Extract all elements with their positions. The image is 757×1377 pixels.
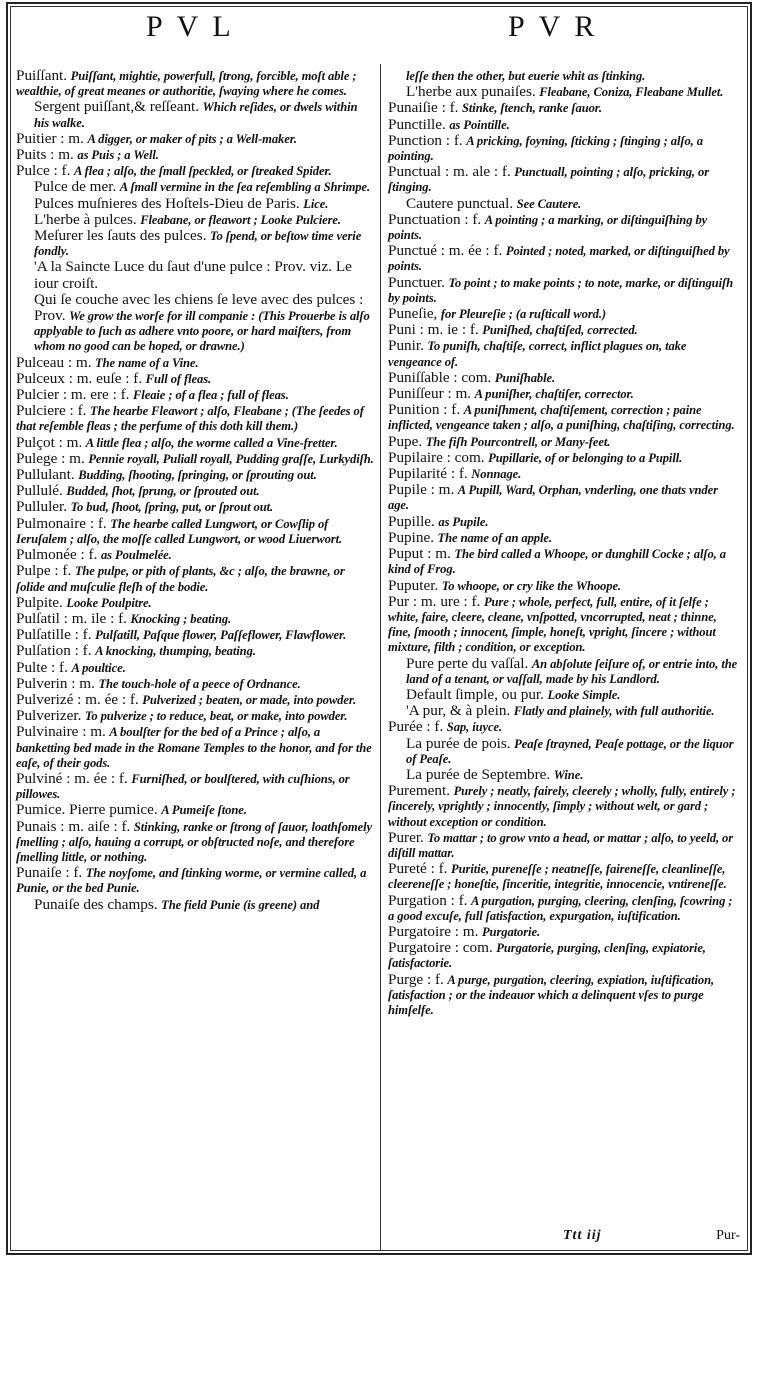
- dictionary-entry: [16, 819, 374, 866]
- dictionary-entry: [16, 802, 374, 818]
- headword: Purgatoire : m.: [388, 922, 479, 940]
- headword: Punctuation : f.: [388, 210, 482, 228]
- definition: A flea ; alſo, the ſmall ſpeckled, or ſtreaked Spider.: [73, 164, 332, 179]
- definition: Flatly and plainely, with full authoritie.: [513, 704, 715, 719]
- headword: Punition : f.: [388, 401, 461, 419]
- definition: To whoope, or cry like the Whoope.: [441, 578, 621, 593]
- definition: A knocking, thumping, beating.: [95, 644, 256, 659]
- definition: To bud, ſhoot, ſpring, put, or ſprout out.: [70, 500, 274, 515]
- dictionary-entry: [388, 434, 740, 450]
- headword: Pupilaire : com.: [388, 448, 485, 466]
- definition: The fiſh Pourcontrell, or Many-feet.: [425, 434, 611, 449]
- definition: To ſpend, or beſtow time verie fondly.: [34, 229, 362, 259]
- definition: A puniſhment, chaſtiſement, correction ; paine inflicted, vengeance taken ; alſo, a puniſhing, chaſtiſing, correcting.: [388, 403, 735, 433]
- dictionary-entry: [16, 68, 374, 99]
- dictionary-entry: [388, 386, 740, 402]
- dictionary-entry: [16, 643, 374, 659]
- dictionary-entry: [16, 595, 374, 611]
- definition: A digger, or maker of pits ; a Well-maker.: [87, 131, 297, 146]
- definition: A little flea ; alſo, the worme called a Vine-fretter.: [85, 435, 338, 450]
- definition: leſſe then the other, but euerie whit as ſtinking.: [406, 69, 646, 83]
- definition: Looke Simple.: [547, 687, 621, 702]
- dictionary-entry: [388, 402, 740, 433]
- dictionary-entry: [388, 546, 740, 577]
- headword: Purer.: [388, 828, 424, 846]
- headword: Puput : m.: [388, 545, 451, 563]
- dictionary-entry: [16, 196, 374, 212]
- headword: Pulce : f.: [16, 162, 71, 180]
- dictionary-entry: [16, 516, 374, 547]
- dictionary-entry: [388, 100, 740, 116]
- page-header: [8, 4, 750, 64]
- dictionary-entry: [388, 514, 740, 530]
- running-head-left: PVL: [146, 10, 245, 43]
- dictionary-entry: [16, 99, 374, 130]
- definition: To mattar ; to grow vnto a head, or mattar ; alſo, to yeeld, or diſtill mattar.: [388, 830, 734, 860]
- definition: Pennie royall, Puliall royall, Pudding graſſe, Lurkydiſh.: [88, 451, 374, 466]
- dictionary-entry: [388, 940, 740, 971]
- headword: Pupine.: [388, 528, 434, 546]
- headword: Pulte : f.: [16, 658, 68, 676]
- dictionary-entry: [388, 482, 740, 513]
- dictionary-page: [6, 2, 752, 1255]
- dictionary-entry: [16, 259, 374, 291]
- headword: Pulmonée : f.: [16, 546, 98, 564]
- definition: as Pupile.: [438, 514, 489, 529]
- definition: A pricking, foyning, ſticking ; ſtinging ; alſo, a pointing.: [388, 133, 703, 164]
- dictionary-entry: [16, 435, 374, 451]
- headword: Pulege : m.: [16, 449, 85, 467]
- dictionary-entry: [16, 499, 374, 515]
- definition: Nonnage.: [471, 467, 522, 482]
- headword: Pumice. Pierre pumice.: [16, 801, 158, 819]
- headword: Pulpite.: [16, 593, 63, 611]
- definition: To puniſh, chaſtiſe, correct, inflict plagues on, take vengeance of.: [388, 339, 687, 369]
- definition: Looke Poulpitre.: [66, 595, 152, 610]
- definition: as Pointille.: [449, 117, 510, 132]
- definition: A ſmall vermine in the ſea reſembling a Shrimpe.: [119, 180, 371, 195]
- definition: Stinking, ranke or ſtrong of ſauor, loathſomely ſmelling ; alſo, hauing a corrupt, or obſtructed noſe, and therefore ſmelling little, or nothing.: [16, 819, 372, 864]
- headword: L'herbe à pulces.: [34, 210, 137, 228]
- headword: Default ſimple, ou pur.: [406, 685, 544, 703]
- dictionary-entry: [388, 466, 740, 482]
- headword: Pulceau : m.: [16, 353, 92, 371]
- dictionary-entry: [388, 275, 740, 306]
- definition: To pulverize ; to reduce, beat, or make, into powder.: [84, 709, 348, 724]
- headword: Purge : f.: [388, 970, 444, 988]
- headword: Pulceux : m. euſe : f.: [16, 369, 143, 387]
- headword: Qui ſe couche avec les chiens ſe leve avec des pulces : Prov.: [34, 290, 364, 325]
- dictionary-entry: [16, 212, 374, 228]
- dictionary-entry: [16, 228, 374, 259]
- dictionary-entry: [388, 687, 740, 703]
- definition: Pointed ; noted, marked, or diſtinguiſhed by points.: [388, 244, 730, 274]
- definition: Knocking ; beating.: [130, 611, 232, 626]
- headword: Pureté : f.: [388, 860, 448, 878]
- dictionary-entry: [16, 563, 374, 594]
- definition: The hearbe called Lungwort, or Cowſlip of Ieruſalem ; alſo, the moſſe called Lungwort, or wood Liuerwort.: [16, 516, 343, 546]
- dictionary-entry: [388, 530, 740, 546]
- definition: Puritie, pureneſſe ; neatneſſe, faireneſſe, cleanlineſſe, cleereneſſe ; honeſtie, ſinceritie, integritie, innocencie, vntireneſſe.: [388, 862, 727, 892]
- dictionary-entry: [388, 370, 740, 386]
- definition: Puiſſant, mightie, powerfull, ſtrong, forcible, moſt able ; wealthie, of great meanes or authoritie, ſwaying where he comes.: [16, 69, 357, 99]
- headword: Cautere punctual.: [406, 194, 514, 212]
- dictionary-entry: [16, 897, 374, 913]
- dictionary-entry: [388, 972, 740, 1019]
- dictionary-entry: [388, 861, 740, 892]
- headword: Pulpe : f.: [16, 562, 72, 580]
- catchword: Pur-: [716, 1228, 740, 1243]
- dictionary-entry: [388, 133, 740, 164]
- dictionary-entry: [16, 547, 374, 563]
- dictionary-entry: [388, 450, 740, 466]
- headword: Pupe.: [388, 432, 423, 450]
- dictionary-entry: [16, 771, 374, 802]
- headword: Pulluler.: [16, 498, 68, 516]
- headword: Purement.: [388, 782, 451, 800]
- dictionary-entry: [16, 355, 374, 371]
- dictionary-entry: [16, 131, 374, 147]
- headword: Punaiſie : f.: [388, 99, 459, 117]
- headword: Puni : m. ie : f.: [388, 321, 479, 339]
- headword: L'herbe aux punaiſes.: [406, 83, 536, 101]
- headword: Punctuer.: [388, 273, 445, 291]
- dictionary-entry: [388, 656, 740, 687]
- definition: The hearbe Fleawort ; alſo, Fleabane ; (The ſeedes of that reſemble fleas ; the perfume of this doth kill them.): [16, 404, 364, 434]
- definition: A puniſher, chaſtiſer, corrector.: [474, 387, 634, 402]
- column-divider: [380, 64, 381, 1250]
- right-column: [388, 68, 740, 1018]
- headword: Puneſie,: [388, 305, 438, 323]
- definition: A purgation, purging, cleering, clenſing, ſcowring ; a good excuſe, full ſatisfaction, expurgation, iuſtification.: [388, 893, 733, 923]
- definition: A pointing ; a marking, or diſtinguiſhing by points.: [388, 212, 708, 243]
- definition: Wine.: [553, 767, 584, 782]
- definition: as Puis ; a Well.: [77, 148, 159, 163]
- headword: Pulce de mer.: [34, 178, 117, 196]
- definition: Pure ; whole, perfect, full, entire, of it ſelfe ; white, faire, cleere, cleane, vnſpotted, vncorrupted, neat ; thinne, fine, ſmooth ; innocent, ſimple, honeſt, vpright, ſincere ; without mixture, filth ; condition, or exception.: [388, 594, 717, 655]
- headword: Pulſatil : m. ile : f.: [16, 609, 127, 627]
- dictionary-entry: [16, 676, 374, 692]
- dictionary-entry: [388, 783, 740, 830]
- headword: Puniſſable : com.: [388, 368, 492, 386]
- dictionary-entry: [16, 865, 374, 896]
- headword: Punaiſe : f.: [16, 864, 83, 882]
- dictionary-entry: [16, 467, 374, 483]
- definition: Pulſatill, Paſque flower, Paſſeflower, Flawflower.: [95, 628, 347, 643]
- headword: Pulverizé : m. ée : f.: [16, 690, 139, 708]
- headword: Punais : m. aiſe : f.: [16, 817, 131, 835]
- headword: Pullulant.: [16, 466, 75, 484]
- dictionary-entry: [16, 179, 374, 195]
- definition: We grow the worſe for ill companie : (This Prouerbe is alſo applyable to ſuch as adhere vnto poore, or hard maiſters, from whom no good can be hoped, or drawne.): [34, 309, 370, 354]
- dictionary-entry: [16, 724, 374, 771]
- definition: The touch-hole of a peece of Ordnance.: [98, 676, 301, 691]
- definition: To point ; to make points ; to note, marke, or diſtinguiſh by points.: [388, 275, 733, 305]
- definition: Fleabane, or fleawort ; Looke Pulciere.: [140, 212, 341, 227]
- headword: Puniſſeur : m.: [388, 385, 472, 403]
- definition: for Pleureſie ; (a ruſticall word.): [440, 307, 607, 322]
- headword: Pupille.: [388, 512, 435, 530]
- headword: Puitier : m.: [16, 129, 84, 147]
- definition: The pulpe, or pith of plants, &c ; alſo, the brawne, or ſolide and muſculie fleſh of the bodie.: [16, 564, 345, 594]
- dictionary-entry: [16, 692, 374, 708]
- headword: Pulverizer.: [16, 707, 82, 725]
- definition: A purge, purgation, cleering, expiation, iuſtification, ſatisfaction ; or the indeauor which a delinquent vſes to purge himſelfe.: [388, 972, 715, 1017]
- headword: La purée de pois.: [406, 734, 511, 752]
- dictionary-entry: [388, 306, 740, 322]
- definition: A poultice.: [71, 660, 126, 675]
- headword: Punctual : m. ale : f.: [388, 163, 511, 181]
- dictionary-entry: [388, 196, 740, 212]
- headword: Pulces muſnieres des Hoſtels-Dieu de Paris.: [34, 194, 300, 212]
- dictionary-entry: [388, 578, 740, 594]
- definition: A Pupill, Ward, Orphan, vnderling, one thats vnder age.: [388, 483, 718, 513]
- definition: as Poulmelée.: [100, 548, 172, 563]
- headword: Pulcier : m. ere : f.: [16, 386, 130, 404]
- definition: Pupillarie, of or belonging to a Pupill.: [488, 450, 683, 465]
- definition: Peaſe ſtrayned, Peaſe pottage, or the liquor of Peaſe.: [406, 736, 734, 766]
- definition: Fleaie ; of a flea ; full of fleas.: [133, 388, 289, 403]
- definition: Puniſhed, chaſtiſed, corrected.: [482, 323, 638, 338]
- running-head-right: PVR: [508, 10, 609, 43]
- definition: Sap, iuyce.: [446, 720, 503, 735]
- headword: Purgatoire : com.: [388, 939, 493, 957]
- headword: La purée de Septembre.: [406, 765, 551, 783]
- headword: Pulçot : m.: [16, 433, 83, 451]
- definition: Budded, ſhot, ſprung, or ſprouted out.: [66, 484, 260, 499]
- dictionary-entry: [388, 719, 740, 735]
- headword: 'A pur, & à plein.: [406, 702, 511, 720]
- left-column: [16, 68, 374, 913]
- dictionary-entry: [16, 708, 374, 724]
- headword: Pulſatille : f.: [16, 626, 92, 644]
- dictionary-entry: [388, 68, 740, 84]
- definition: The field Punie (is greene) and: [161, 897, 320, 912]
- definition: The noyſome, and ſtinking worme, or vermine called, a Punie, or the bed Punie.: [16, 866, 367, 896]
- dictionary-entry: [16, 371, 374, 387]
- dictionary-entry: [388, 117, 740, 133]
- dictionary-entry: [388, 703, 740, 719]
- dictionary-entry: [388, 84, 740, 100]
- headword: Puputer.: [388, 576, 439, 594]
- definition: Furniſhed, or boulſtered, with cuſhions, or pillowes.: [16, 771, 350, 802]
- headword: Pulviné : m. ée : f.: [16, 769, 128, 787]
- dictionary-entry: [388, 893, 740, 924]
- dictionary-entry: [388, 594, 740, 656]
- definition: Stinke, ſtench, ranke ſauor.: [462, 101, 602, 116]
- headword: Pur : m. ure : f.: [388, 592, 481, 610]
- headword: Pulvinaire : m.: [16, 723, 106, 741]
- headword: Punir.: [388, 337, 424, 355]
- definition: The name of an apple.: [437, 530, 552, 545]
- headword: Pupile : m.: [388, 481, 455, 499]
- dictionary-entry: [388, 338, 740, 369]
- dictionary-entry: [388, 322, 740, 338]
- dictionary-entry: [16, 163, 374, 179]
- headword: Sergent puiſſant,& reſſeant.: [34, 98, 200, 116]
- dictionary-entry: [16, 292, 374, 355]
- headword: Punctille.: [388, 115, 446, 133]
- headword: Pupilarité : f.: [388, 465, 468, 483]
- definition: An abſolute ſeiſure of, or entrie into, the land of a tenant, or vaſſall, made by his Landlord.: [406, 656, 738, 686]
- headword: Punction : f.: [388, 131, 463, 149]
- headword: Pullulé.: [16, 482, 63, 500]
- dictionary-entry: [388, 212, 740, 243]
- headword: Pulciere : f.: [16, 402, 87, 420]
- headword: Puiſſant.: [16, 67, 68, 84]
- headword: 'A la Saincte Luce du ſaut d'une pulce : Prov. viz. Le iour croiſt.: [34, 258, 352, 292]
- headword: Pulverin : m.: [16, 674, 95, 692]
- headword: Meſurer les ſauts des pulces.: [34, 227, 207, 245]
- definition: Purgatorie, purging, clenſing, expiatorie, ſatisfactorie.: [388, 941, 706, 971]
- dictionary-entry: [16, 451, 374, 467]
- definition: Puniſhable.: [494, 370, 556, 385]
- headword: Pure perte du vaſſal.: [406, 654, 529, 672]
- definition: Full of fleas.: [145, 371, 212, 386]
- dictionary-entry: [16, 387, 374, 403]
- dictionary-entry: [16, 611, 374, 627]
- definition: Punctuall, pointing ; alſo, pricking, or ſtinging.: [388, 165, 710, 195]
- headword: Pulſation : f.: [16, 642, 92, 660]
- definition: Lice.: [303, 196, 329, 211]
- definition: The name of a Vine.: [95, 355, 199, 370]
- definition: Purely ; neatly, fairely, cleerely ; wholly, fully, entirely ; ſincerely, vprightly ; innocently, ſimply ; without welt, or gard ; without exception or condition.: [388, 784, 736, 829]
- definition: Purgatorie.: [481, 924, 540, 939]
- dictionary-entry: [388, 767, 740, 783]
- dictionary-entry: [16, 483, 374, 499]
- definition: A boulſter for the bed of a Prince ; alſo, a banketting bed made in the Romane Temples to the honor, and for the eaſe, of their gods.: [16, 725, 372, 770]
- headword: Punaiſe des champs.: [34, 895, 158, 913]
- dictionary-entry: [16, 660, 374, 676]
- headword: Purgation : f.: [388, 891, 468, 909]
- definition: Pulverized ; beaten, or made, into powder.: [142, 692, 357, 707]
- definition: Budding, ſhooting, ſpringing, or ſprouting out.: [78, 468, 317, 483]
- headword: Puits : m.: [16, 146, 74, 164]
- definition: See Cautere.: [516, 196, 582, 211]
- definition: Which reſides, or dwels within his walke.: [34, 100, 358, 130]
- dictionary-entry: [388, 243, 740, 274]
- dictionary-entry: [16, 627, 374, 643]
- definition: The bird called a Whoope, or dunghill Cocke ; alſo, a kind of Frog.: [388, 547, 726, 577]
- headword: Pulmonaire : f.: [16, 514, 107, 532]
- signature-mark: Ttt iij: [563, 1228, 602, 1243]
- dictionary-entry: [388, 164, 740, 195]
- headword: Punctué : m. ée : f.: [388, 242, 503, 260]
- dictionary-entry: [16, 147, 374, 163]
- dictionary-entry: [388, 830, 740, 861]
- dictionary-entry: [388, 736, 740, 767]
- dictionary-entry: [388, 924, 740, 940]
- dictionary-entry: [16, 403, 374, 434]
- definition: A Pumeiſe ſtone.: [161, 803, 247, 818]
- headword: Purée : f.: [388, 718, 444, 736]
- definition: Fleabane, Coniza, Fleabane Mullet.: [539, 85, 724, 100]
